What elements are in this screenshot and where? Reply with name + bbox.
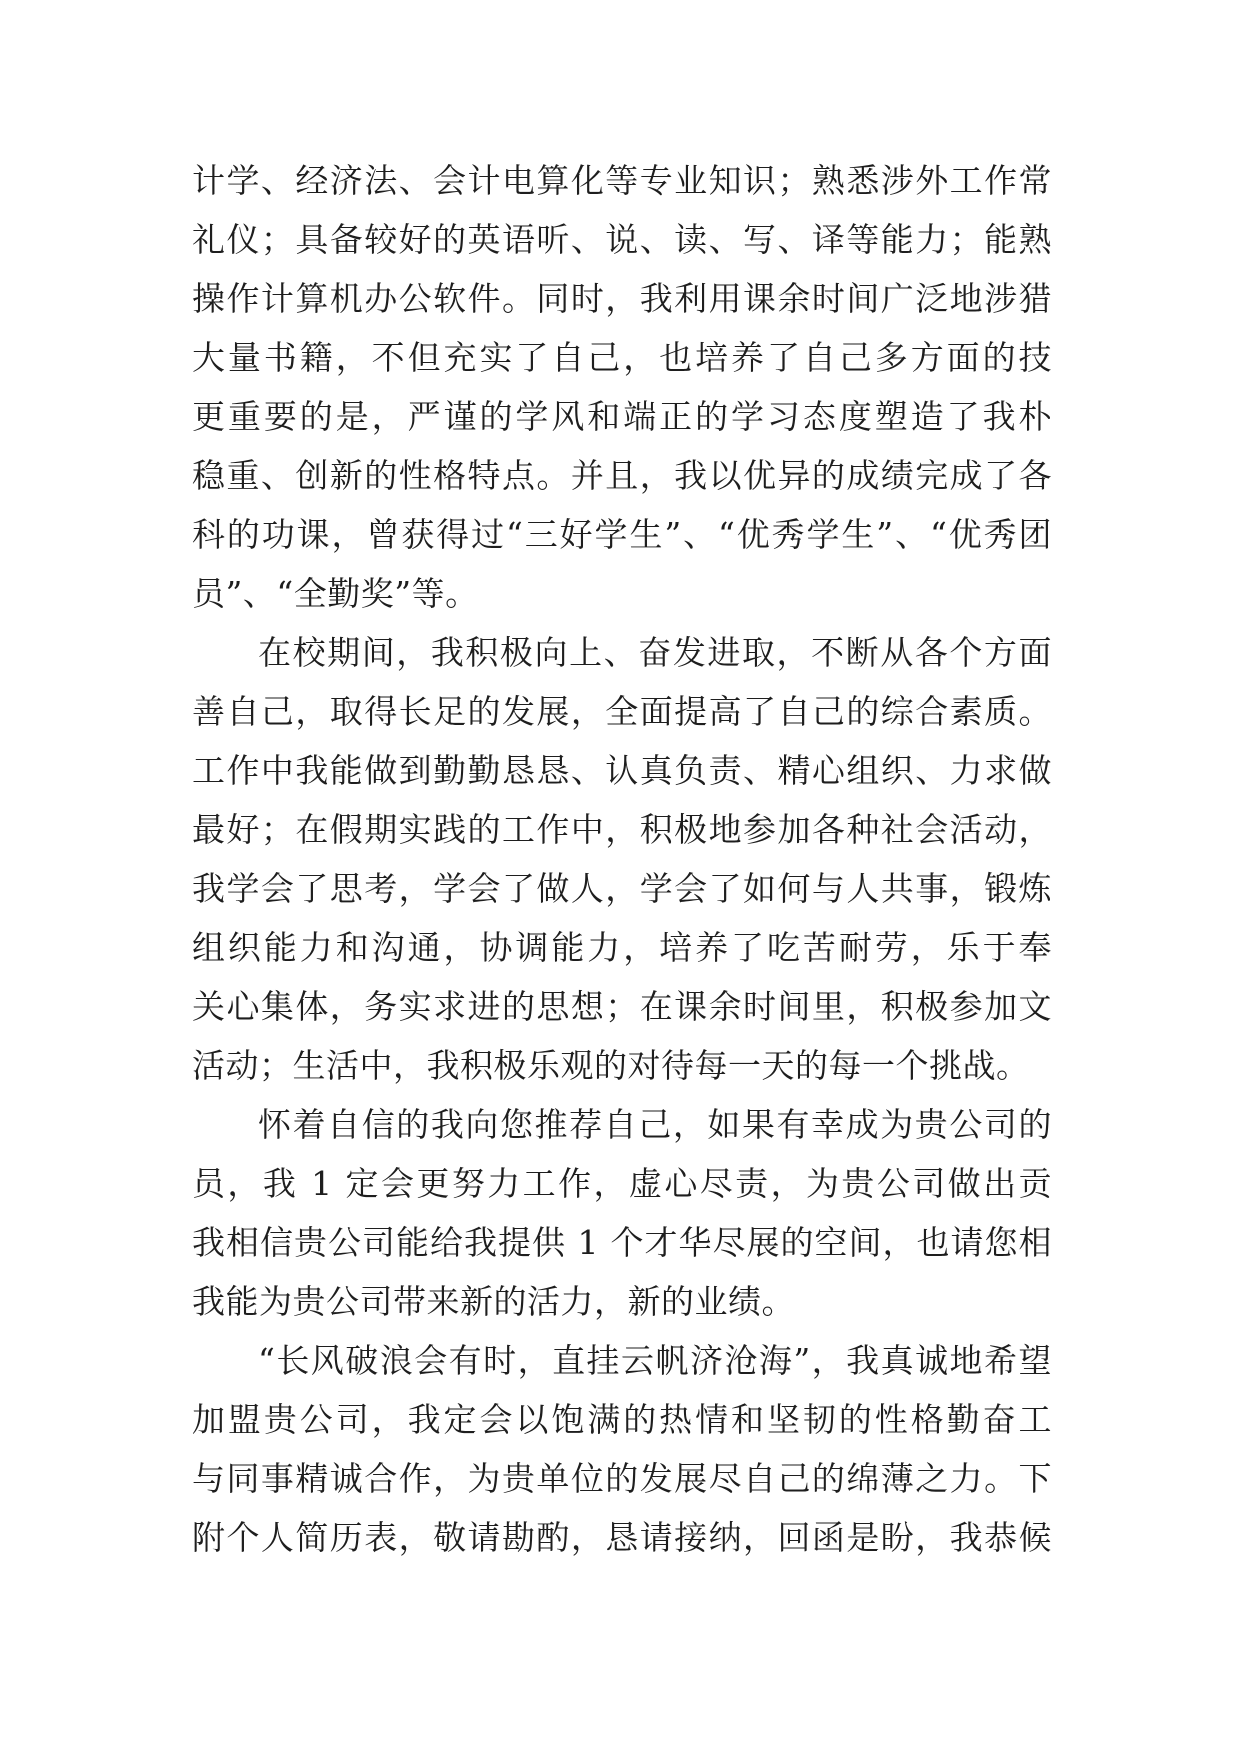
text-line: 最好；在假期实践的工作中，积极地参加各种社会活动， bbox=[192, 810, 1052, 849]
text-line: 加盟贵公司，我定会以饱满的热情和坚韧的性格勤奋工 bbox=[192, 1400, 1052, 1439]
text-line: 善自己，取得长足的发展，全面提高了自己的综合素质。 bbox=[192, 692, 1052, 731]
text-line: 关心集体，务实求进的思想；在课余时间里，积极参加文 bbox=[192, 987, 1052, 1026]
text-line: 稳重、创新的性格特点。并且，我以优异的成绩完成了各 bbox=[192, 456, 1052, 495]
text-line: 科的功课，曾获得过“三好学生”、“优秀学生”、“优秀团 bbox=[192, 515, 1052, 554]
text-line: 工作中我能做到勤勤恳恳、认真负责、精心组织、力求做 bbox=[192, 751, 1052, 790]
text-line: 员”、“全勤奖”等。 bbox=[192, 574, 479, 613]
text-line: 礼仪；具备较好的英语听、说、读、写、译等能力；能熟 bbox=[192, 220, 1052, 259]
text-line: 活动；生活中，我积极乐观的对待每一天的每一个挑战。 bbox=[192, 1046, 1030, 1085]
text-line: 我相信贵公司能给我提供 1 个才华尽展的空间，也请您相 bbox=[192, 1223, 1052, 1262]
paragraph-first-line: 怀着自信的我向您推荐自己，如果有幸成为贵公司的 bbox=[258, 1105, 1052, 1144]
letter-body bbox=[192, 151, 1052, 1567]
text-line: 我学会了思考，学会了做人，学会了如何与人共事，锻炼 bbox=[192, 869, 1052, 908]
text-line: 组织能力和沟通，协调能力，培养了吃苦耐劳，乐于奉 bbox=[192, 928, 1052, 967]
text-line: 与同事精诚合作，为贵单位的发展尽自己的绵薄之力。下 bbox=[192, 1459, 1052, 1498]
text-line: 附个人简历表，敬请勘酌，恳请接纳，回函是盼，我恭候 bbox=[192, 1518, 1052, 1557]
text-line: 计学、经济法、会计电算化等专业知识；熟悉涉外工作常 bbox=[192, 161, 1052, 200]
paragraph-first-line: “长风破浪会有时，直挂云帆济沧海”，我真诚地希望 bbox=[258, 1341, 1052, 1380]
text-line: 我能为贵公司带来新的活力，新的业绩。 bbox=[192, 1282, 795, 1321]
text-line: 员，我 1 定会更努力工作，虚心尽责，为贵公司做出贡 bbox=[192, 1164, 1052, 1203]
text-line: 操作计算机办公软件。同时，我利用课余时间广泛地涉猎 bbox=[192, 279, 1052, 318]
paragraph-first-line: 在校期间，我积极向上、奋发进取，不断从各个方面 bbox=[258, 633, 1052, 672]
text-line: 大量书籍，不但充实了自己，也培养了自己多方面的技 bbox=[192, 338, 1052, 377]
text-line: 更重要的是，严谨的学风和端正的学习态度塑造了我朴 bbox=[192, 397, 1052, 436]
